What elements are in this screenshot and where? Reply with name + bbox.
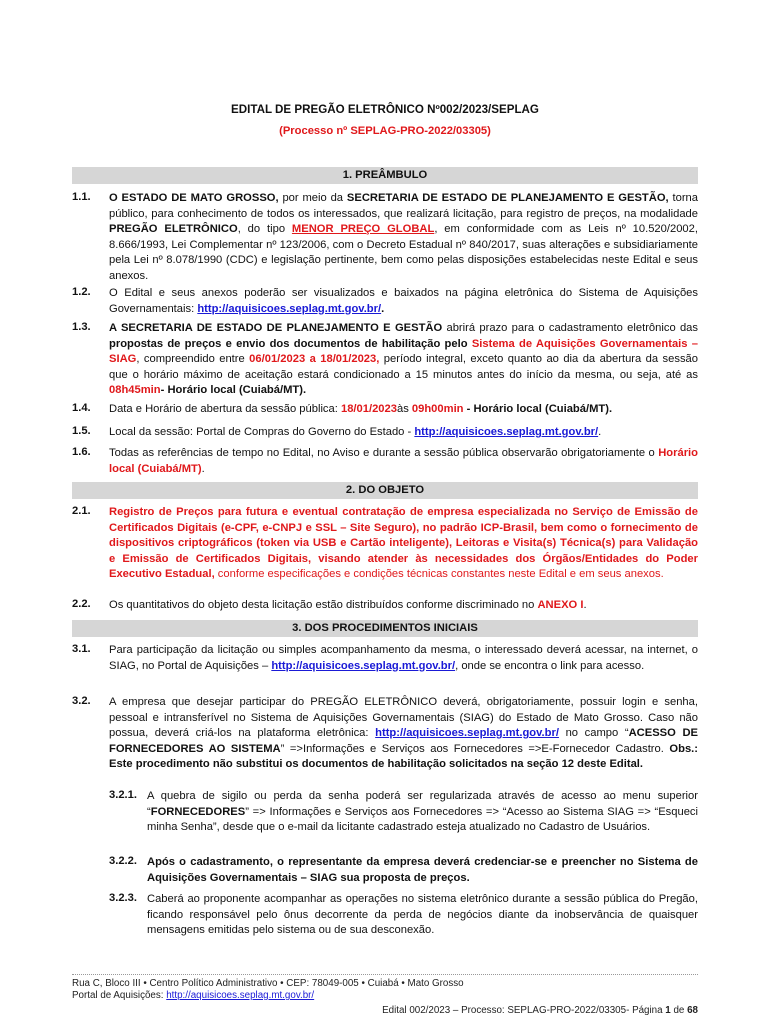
footer-divider <box>72 974 698 975</box>
clause-number: 1.3. <box>72 321 91 333</box>
clause-number: 1.6. <box>72 446 91 458</box>
aquisicoes-link[interactable]: http://aquisicoes.seplag.mt.gov.br/ <box>414 426 599 438</box>
clause-number: 3.2.1. <box>109 789 137 801</box>
clause-text: Todas as referências de tempo no Edital, no Aviso e durante a sessão pública observarão obrigatoriamente o Horário local (Cuiabá/MT). <box>109 447 698 475</box>
clause-text: Local da sessão: Portal de Compras do Governo do Estado - http://aquisicoes.seplag.mt.gov.br/. <box>109 426 602 438</box>
clause-text: O ESTADO DE MATO GROSSO, por meio da SECRETARIA DE ESTADO DE PLANEJAMENTO E GESTÃO, torna público, para conhecimento de todos os interessados, que realizará licitação, para registro de preços, na modalidade PREGÃO ELETRÔNICO, do tipo MENOR PREÇO GLOBAL, em conformidade com as Leis nº 10.520/2002, 8.666/1993, Lei Complementar nº 123/2006, com o Decreto Estadual nº 840/2017, suas alterações e subsidiariamente pela Lei nº 8.078/1990 (CDC) e legislação pertinente, bem como pelas disposições estabelecidas neste Edital e seus anexos. <box>109 192 698 282</box>
clause-number: 3.1. <box>72 643 91 655</box>
clause-number: 1.1. <box>72 191 91 203</box>
clause-text: A empresa que desejar participar do PREGÃO ELETRÔNICO deverá, obrigatoriamente, possuir login e senha, pessoal e intransferível no Sistema de Aquisições Governamentais (SIAG) do Estado de Mato Grosso. Caso não possua, deverá criá-los na plataforma eletrônica: http://aquisicoes.seplag.mt.gov.br/ no campo “ACESSO DE FORNECEDORES AO SISTEMA” =>Informações e Serviços aos Fornecedores =>E-Fornecedor Cadastro. Obs.: Este procedimento não substitui os documentos de habilitação solicitados na seção 12 deste Edital. <box>109 696 698 770</box>
aquisicoes-link[interactable]: http://aquisicoes.seplag.mt.gov.br/ <box>271 659 456 672</box>
footer-portal: Portal de Aquisições: http://aquisicoes.seplag.mt.gov.br/ <box>72 990 315 1001</box>
clause-text: Após o cadastramento, o representante da empresa deverá credenciar-se e preencher no Sistema de Aquisições Governamentais – SIAG sua proposta de preços. <box>147 856 698 884</box>
clause-text: A SECRETARIA DE ESTADO DE PLANEJAMENTO E GESTÃO abrirá prazo para o cadastramento eletrônico das propostas de preços e envio dos documentos de habilitação pelo Sistema de Aquisições Governamentais – SIAG, compreendido entre 06/01/2023 a 18/01/2023, período integral, exceto quanto ao dia da abertura da sessão que o horário máximo de aceitação estará condicionado a 15 minutos antes do início da mesma, ou seja, até as 08h45min- Horário local (Cuiabá/MT). <box>109 322 698 396</box>
clause-number: 1.2. <box>72 286 91 298</box>
clause-number: 2.2. <box>72 598 91 610</box>
clause-number: 3.2.2. <box>109 855 137 867</box>
document-title: EDITAL DE PREGÃO ELETRÔNICO Nº002/2023/SEPLAG <box>231 103 539 116</box>
clause-text: Data e Horário de abertura da sessão pública: 18/01/2023às 09h00min - Horário local (Cuiabá/MT). <box>109 403 613 415</box>
aquisicoes-link[interactable]: http://aquisicoes.seplag.mt.gov.br/ <box>197 302 382 315</box>
clause-text: Os quantitativos do objeto desta licitação estão distribuídos conforme discriminado no ANEXO I. <box>109 599 587 611</box>
clause-number: 1.4. <box>72 402 91 414</box>
clause-number: 1.5. <box>72 425 91 437</box>
footer-portal-link[interactable]: http://aquisicoes.seplag.mt.gov.br/ <box>166 990 315 1001</box>
clause-text: A quebra de sigilo ou perda da senha poderá ser regularizada através de acesso ao menu superior “FORNECEDORES” => Informações e Serviços aos Fornecedores => “Acesso ao Sistema SIAG => “Esqueci minha Senha”, desde que o e-mail da licitante cadastrado esteja atualizado no Cadastro de Usuários. <box>147 790 698 833</box>
footer-page-info: Edital 002/2023 – Processo: SEPLAG-PRO-2022/03305- Página 1 de 68 <box>382 1005 698 1016</box>
clause-text: O Edital e seus anexos poderão ser visualizados e baixados na página eletrônica do Sistema de Aquisições Governamentais: http://aquisicoes.seplag.mt.gov.br/. <box>109 287 698 315</box>
clause-text: Para participação da licitação ou simples acompanhamento da mesma, o interessado deverá acessar, na internet, o SIAG, no Portal de Aquisições – http://aquisicoes.seplag.mt.gov.br/, onde se encontra o link para acesso. <box>109 644 698 672</box>
clause-number: 3.2.3. <box>109 892 137 904</box>
section-header-preambulo: 1. PREÂMBULO <box>72 167 698 184</box>
clause-number: 2.1. <box>72 505 91 517</box>
section-header-procedimentos: 3. DOS PROCEDIMENTOS INICIAIS <box>72 620 698 637</box>
clause-text: Caberá ao proponente acompanhar as operações no sistema eletrônico durante a sessão pública do Pregão, ficando responsável pelo ônus decorrente da perda de negócios diante da inobservância de quaisquer mensagens emitidas pelo sistema ou de sua desconexão. <box>147 893 698 936</box>
process-number: (Processo nº SEPLAG-PRO-2022/03305) <box>279 125 491 137</box>
clause-number: 3.2. <box>72 695 91 707</box>
clause-text: Registro de Preços para futura e eventual contratação de empresa especializada no Serviço de Emissão de Certificados Digitais (e-CPF, e-CNPJ e SSL – Site Seguro), no padrão ICP-Brasil, bem como o fornecimento de dispositivos criptográficos (token via USB e Cartão inteligente), Leitoras e Visita(s) Técnica(s) para Validação e Emissão de Certificados Digitais, visando atender às necessidades dos Órgãos/Entidades do Poder Executivo Estadual, conforme especificações e condições técnicas constantes neste Edital e em seus anexos. <box>109 506 698 580</box>
aquisicoes-link[interactable]: http://aquisicoes.seplag.mt.gov.br/ <box>375 727 559 739</box>
section-header-objeto: 2. DO OBJETO <box>72 482 698 499</box>
footer-address: Rua C, Bloco III • Centro Político Administrativo • CEP: 78049-005 • Cuiabá • Mato Grosso <box>72 978 464 989</box>
